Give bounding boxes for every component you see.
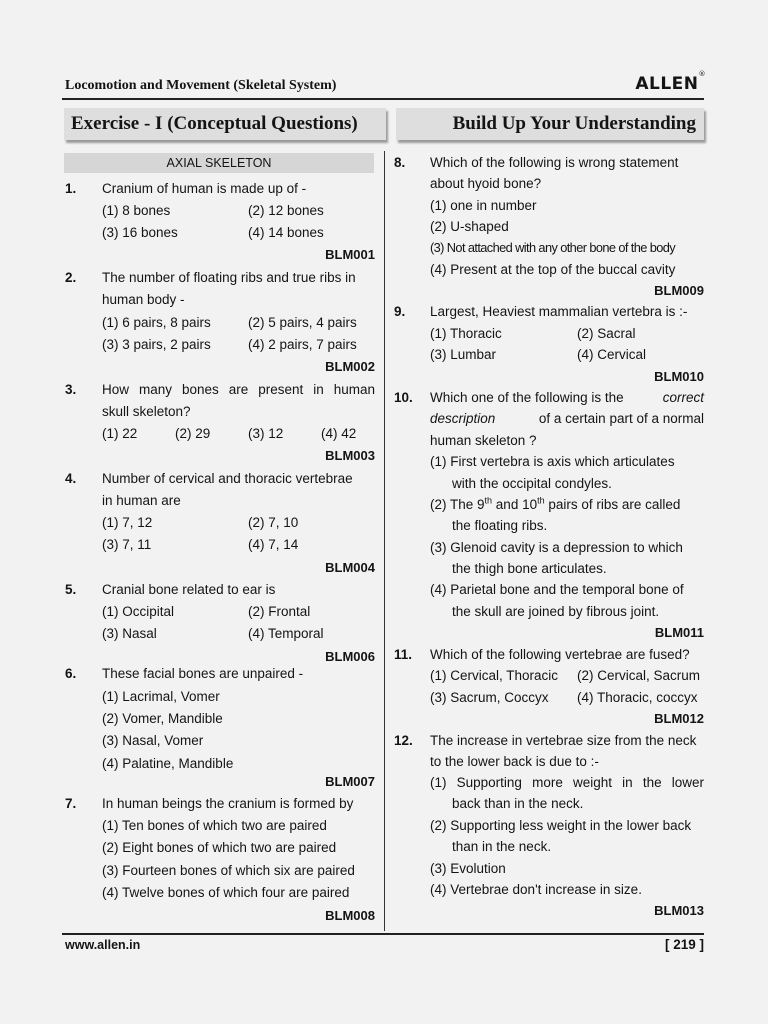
text-run-italic: description [430,411,496,426]
option: (3) Fourteen bones of which six are paired [102,863,355,878]
option: (1) Cervical, Thoracic [430,668,559,683]
option: (3) Not attached with any other bone of the body [430,240,676,255]
text-run-italic: correct [662,390,704,405]
page-number: [ 219 ] [664,937,704,952]
question-text: in human are [102,493,181,508]
question-code: BLM001 [325,247,375,262]
option: (3) 12 [248,426,284,441]
section-heading: AXIAL SKELETON [64,153,374,173]
option: (1) 8 bones [102,203,171,218]
option: (4) Palatine, Mandible [102,756,234,771]
option-continued: the thigh bone articulates. [452,561,607,576]
question-number: 12. [394,733,413,748]
question-number: 3. [65,382,77,397]
option: (1) Ten bones of which two are paired [102,818,327,833]
option: (3) 7, 11 [102,537,152,552]
option: (2) Eight bones of which two are paired [102,840,337,855]
chapter-title: Locomotion and Movement (Skeletal System) [65,78,337,93]
question-text: The number of floating ribs and true ribs in [102,270,356,285]
option: (3) Glenoid cavity is a depression to which [430,540,683,555]
question-number: 1. [65,181,77,196]
option: (3) Lumbar [430,347,497,362]
tagline-banner: Build Up Your Understanding [396,108,704,140]
question-number: 7. [65,796,77,811]
option: (2) 7, 10 [248,515,299,530]
question-code: BLM004 [325,560,375,575]
option: (4) 7, 14 [248,537,299,552]
question-text [430,388,704,408]
exercise-banner: Exercise - I (Conceptual Questions) [64,108,386,140]
question-code: BLM013 [654,903,704,918]
option: (1) First vertebra is axis which articulates [430,454,675,469]
option: (4) Cervical [577,347,647,362]
question-text: Number of cervical and thoracic vertebrae [102,471,353,486]
option [430,495,680,515]
option: (2) 29 [175,426,211,441]
option: (1) Occipital [102,604,175,619]
question-text: human skeleton ? [430,433,537,448]
option: (1) 6 pairs, 8 pairs [102,315,211,330]
logo-mark: ® [698,70,706,78]
question-number: 10. [394,390,413,405]
question-number: 2. [65,270,77,285]
option-continued: the skull are joined by fibrous joint. [452,604,660,619]
option: (4) Parietal bone and the temporal bone of [430,582,684,597]
footer-url[interactable]: www.allen.in [65,938,141,952]
option: (3) Nasal [102,626,157,641]
option-continued: the floating ribs. [452,518,548,533]
question-text: Cranium of human is made up of - [102,181,307,196]
question-text: human body - [102,292,185,307]
question-code: BLM010 [654,369,704,384]
superscript: th [484,495,493,506]
question-number: 8. [394,155,406,170]
option: (1) 22 [102,426,138,441]
question-code: BLM002 [325,359,375,374]
question-text: to the lower back is due to :- [430,754,599,769]
question-code: BLM006 [325,649,375,664]
option: (2) Cervical, Sacrum [577,668,701,683]
option: (4) Thoracic, coccyx [577,690,698,705]
option: (3) 16 bones [102,225,178,240]
header-rule [62,98,704,100]
option: (4) Vertebrae don't increase in size. [430,882,642,897]
question-code: BLM008 [325,908,375,923]
option: (2) 12 bones [248,203,324,218]
question-text: skull skeleton? [102,404,191,419]
option: (4) Temporal [248,626,324,641]
option: (4) 2 pairs, 7 pairs [248,337,357,352]
question-number: 9. [394,304,406,319]
footer-rule [62,933,704,935]
option: (1) Supporting more weight in the lower [430,775,704,790]
option: (1) one in number [430,198,537,213]
text-run: Which one of the following is the [430,390,624,405]
option: (4) 42 [321,426,357,441]
question-text: Largest, Heaviest mammalian vertebra is :- [430,304,688,319]
question-text: Which of the following is wrong statement [430,155,679,170]
question-text: The increase in vertebrae size from the neck [430,733,697,748]
option: (3) Evolution [430,861,506,876]
option-continued: with the occipital condyles. [452,476,612,491]
question-number: 11. [394,647,413,662]
logo-text: ALLEN [635,74,699,94]
option: (2) U-shaped [430,219,509,234]
option: (1) Thoracic [430,326,502,341]
question-text: In human beings the cranium is formed by [102,796,354,811]
question-text [430,409,704,429]
option-continued: back than in the neck. [452,796,584,811]
question-number: 6. [65,666,77,681]
question-number: 4. [65,471,77,486]
option: (2) Frontal [248,604,311,619]
option: (3) Sacrum, Coccyx [430,690,549,705]
option: (3) 3 pairs, 2 pairs [102,337,211,352]
question-code: BLM007 [325,774,375,789]
question-text: These facial bones are unpaired - [102,666,304,681]
option: (3) Nasal, Vomer [102,733,204,748]
text-run: and 10 [492,497,538,512]
text-run: of a certain part of a normal [538,411,704,426]
question-code: BLM012 [654,711,704,726]
superscript: th [537,495,545,506]
option: (1) Lacrimal, Vomer [102,689,220,704]
question-text: Cranial bone related to ear is [102,582,276,597]
question-code: BLM009 [654,283,704,298]
question-number: 5. [65,582,77,597]
option: (2) Supporting less weight in the lower back [430,818,692,833]
question-code: BLM011 [654,625,704,640]
option-continued: than in the neck. [452,839,552,854]
question-text: How many bones are present in human [102,382,375,397]
option: (2) Sacral [577,326,636,341]
allen-logo [635,70,706,94]
question-text: about hyoid bone? [430,176,542,191]
column-divider [384,151,385,931]
option: (4) 14 bones [248,225,324,240]
question-text: Which of the following vertebrae are fused? [430,647,690,662]
text-run: (2) The 9 [430,497,485,512]
option: (4) Twelve bones of which four are paired [102,885,350,900]
option: (1) 7, 12 [102,515,153,530]
option: (2) Vomer, Mandible [102,711,223,726]
question-code: BLM003 [325,448,375,463]
option: (4) Present at the top of the buccal cavity [430,262,676,277]
text-run: pairs of ribs are called [544,497,681,512]
option: (2) 5 pairs, 4 pairs [248,315,357,330]
